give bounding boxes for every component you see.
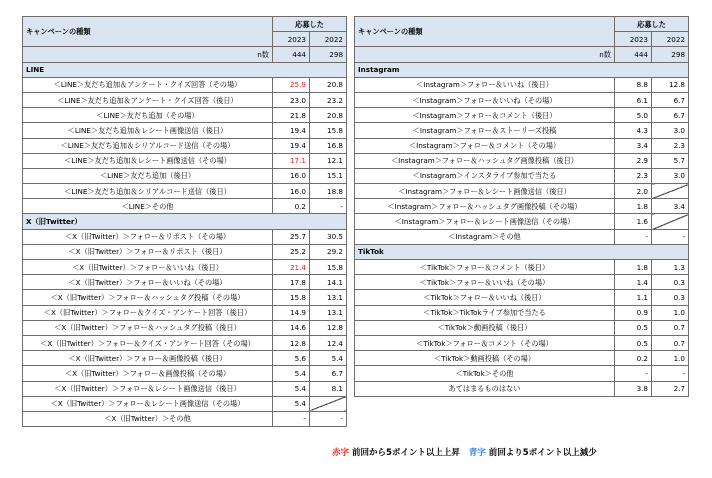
table-row [355,199,689,214]
table-row [355,184,689,199]
value-2023: 2.9 [615,153,652,168]
campaign-label: ＜Instagram＞フォロー＆いいね（その場） [355,92,615,107]
n-label: n数 [355,47,615,62]
value-2022: 29.2 [310,244,347,259]
table-row [355,153,689,168]
value-2023: 25.9 [273,77,310,92]
n-2022: 298 [652,47,689,62]
value-2023: 0.5 [615,320,652,335]
value-2023: - [273,411,310,426]
table-row [355,168,689,183]
value-2023: 5.0 [615,108,652,123]
section-title: Instagram [355,62,689,77]
value-2022: 0.7 [652,335,689,350]
value-2023: 6.1 [615,92,652,107]
campaign-label: ＜LINE＞その他 [23,199,273,214]
campaign-label: ＜LINE＞友だち追加＆アンケート・クイズ回答（その場） [23,77,273,92]
campaign-label: ＜LINE＞友だち追加＆レシート画像送信（後日） [23,123,273,138]
section-header-row [23,62,347,77]
value-2022: 6.7 [652,92,689,107]
campaign-label: あてはまるものはない [355,381,615,396]
table-row [355,305,689,320]
campaign-label: ＜X（旧Twitter）＞フォロー＆ハッシュタグ投稿（その場） [23,290,273,305]
campaign-label: ＜LINE＞友だち追加＆レシート画像送信（その場） [23,153,273,168]
value-2022: 16.8 [310,138,347,153]
table-row [23,275,347,290]
column-header-campaign-type: キャンペーンの種類 [355,17,615,47]
campaign-label: ＜Instagram＞フォロー＆コメント（後日） [355,108,615,123]
value-2023: 5.4 [273,396,310,411]
left-table [22,16,347,427]
value-2023: 4.3 [615,123,652,138]
value-2023: 16.0 [273,184,310,199]
value-2023: 2.0 [615,184,652,199]
value-2023: 0.2 [273,199,310,214]
table-row [23,305,347,320]
campaign-label: ＜LINE＞友だち追加（後日） [23,168,273,183]
value-2023: 5.4 [273,366,310,381]
table-row [23,168,347,183]
value-2022: 12.1 [310,153,347,168]
table-row [355,260,689,275]
table-row [355,229,689,244]
value-2022: 12.4 [310,335,347,350]
campaign-label: ＜LINE＞友だち追加＆シリアルコード送信（その場） [23,138,273,153]
campaign-label: ＜TikTok＞フォロー＆いいね（後日） [355,290,615,305]
value-2023: 25.2 [273,244,310,259]
value-2023: - [615,366,652,381]
legend-red-word: 赤字 [332,448,350,458]
table-row [23,138,347,153]
value-2022: 6.7 [310,366,347,381]
campaign-label: ＜X（旧Twitter）＞フォロー＆画像投稿（後日） [23,351,273,366]
table-row [355,275,689,290]
value-2023: 25.7 [273,229,310,244]
campaign-label: ＜Instagram＞フォロー＆ストーリーズ投稿 [355,123,615,138]
campaign-label: ＜LINE＞友だち追加（その場） [23,108,273,123]
table-row [23,381,347,396]
table-row [23,244,347,259]
value-2022: 3.4 [652,199,689,214]
table-row [355,290,689,305]
campaign-label: ＜X（旧Twitter）＞フォロー＆ハッシュタグ投稿（後日） [23,320,273,335]
value-2023: 2.3 [615,168,652,183]
table-row [355,138,689,153]
column-header-applied: 応募した [615,17,689,32]
value-2022: 3.0 [652,123,689,138]
section-title: X（旧Twitter） [23,214,347,229]
value-2022: 0.7 [652,320,689,335]
value-2023: 0.5 [615,335,652,350]
table-row [23,184,347,199]
value-2022: 30.5 [310,229,347,244]
value-2023: 0.9 [615,305,652,320]
value-2022: - [310,411,347,426]
value-2023: 1.1 [615,290,652,305]
value-2022: 1.0 [652,351,689,366]
campaign-label: ＜Instagram＞インスタライブ参加で当たる [355,168,615,183]
value-2022: 3.0 [652,168,689,183]
table-row [355,214,689,229]
value-2023: 1.6 [615,214,652,229]
value-2022: 0.3 [652,290,689,305]
table-row [23,229,347,244]
table-row [355,320,689,335]
n-2022: 298 [310,47,347,62]
value-2023: 17.8 [273,275,310,290]
section-title: LINE [23,62,347,77]
value-2022: 23.2 [310,92,347,107]
section-header-row [355,244,689,259]
campaign-label: ＜Instagram＞フォロー＆いいね（後日） [355,77,615,92]
section-title: TikTok [355,244,689,259]
campaign-label: ＜X（旧Twitter）＞フォロー＆いいね（その場） [23,275,273,290]
value-2022: 18.8 [310,184,347,199]
value-2022: 13.1 [310,305,347,320]
campaign-label: ＜X（旧Twitter）＞フォロー＆レシート画像送信（後日） [23,381,273,396]
column-header-applied: 応募した [273,17,347,32]
value-2023: 16.0 [273,168,310,183]
value-2023: 0.2 [615,351,652,366]
n-2023: 444 [273,47,310,62]
table-row [355,351,689,366]
value-2023: 8.8 [615,77,652,92]
table-row [23,199,347,214]
table-row [23,108,347,123]
column-header-2022: 2022 [310,32,347,47]
table-row [23,260,347,275]
campaign-label: ＜X（旧Twitter）＞フォロー＆クイズ・アンケート回答（後日） [23,305,273,320]
table-row [355,366,689,381]
campaign-label: ＜X（旧Twitter）＞フォロー＆レシート画像送信（その場） [23,396,273,411]
campaign-label: ＜X（旧Twitter）＞フォロー＆画像投稿（その場） [23,366,273,381]
value-2023: 5.4 [273,381,310,396]
table-row [355,335,689,350]
section-header-row [23,214,347,229]
campaign-label: ＜LINE＞友だち追加＆アンケート・クイズ回答（後日） [23,92,273,107]
value-2023: 19.4 [273,123,310,138]
value-2022: 13.1 [310,290,347,305]
value-2022: 6.7 [652,108,689,123]
campaign-label: ＜X（旧Twitter）＞フォロー＆リポスト（その場） [23,229,273,244]
table-row [355,77,689,92]
n-label: n数 [23,47,273,62]
value-2022: 12.8 [310,320,347,335]
campaign-label: ＜TikTok＞フォロー＆コメント（その場） [355,335,615,350]
value-2022: 12.8 [652,77,689,92]
campaign-label: ＜Instagram＞その他 [355,229,615,244]
table-row [23,77,347,92]
value-2023: 3.4 [615,138,652,153]
column-header-2022: 2022 [652,32,689,47]
column-header-2023: 2023 [615,32,652,47]
campaign-label: ＜TikTok＞フォロー＆いいね（その場） [355,275,615,290]
campaign-label: ＜TikTok＞その他 [355,366,615,381]
campaign-label: ＜TikTok＞フォロー＆コメント（後日） [355,260,615,275]
campaign-label: ＜X（旧Twitter）＞フォロー＆リポスト（後日） [23,244,273,259]
table-row [355,108,689,123]
value-2023: 1.4 [615,275,652,290]
column-header-2023: 2023 [273,32,310,47]
campaign-label: ＜Instagram＞フォロー＆コメント（その場） [355,138,615,153]
value-2022: 1.3 [652,260,689,275]
value-2023: 21.4 [273,260,310,275]
table-row [355,123,689,138]
value-2022: 2.7 [652,381,689,396]
campaign-label: ＜TikTok＞動画投稿（後日） [355,320,615,335]
campaign-label: ＜Instagram＞フォロー＆レシート画像送信（後日） [355,184,615,199]
table-row [23,320,347,335]
value-2023: 14.9 [273,305,310,320]
value-2022 [310,396,347,411]
table-row [23,290,347,305]
value-2023: 12.8 [273,335,310,350]
column-header-campaign-type: キャンペーンの種類 [23,17,273,47]
value-2023: 19.4 [273,138,310,153]
value-2022 [652,214,689,229]
value-2023: 21.8 [273,108,310,123]
campaign-label: ＜Instagram＞フォロー＆ハッシュタグ画像投稿（その場） [355,199,615,214]
campaign-label: ＜Instagram＞フォロー＆レシート画像送信（その場） [355,214,615,229]
value-2022: - [652,229,689,244]
section-header-row [355,62,689,77]
value-2022: 14.1 [310,275,347,290]
campaign-label: ＜X（旧Twitter）＞フォロー＆クイズ・アンケート回答（その場） [23,335,273,350]
table-row [23,396,347,411]
value-2022: 0.3 [652,275,689,290]
value-2022: - [310,199,347,214]
value-2022: 8.1 [310,381,347,396]
value-2022: - [652,366,689,381]
legend-blue-word: 青字 [468,448,486,458]
table-row [23,351,347,366]
value-2022: 20.8 [310,108,347,123]
value-2022: 5.4 [310,351,347,366]
value-2022: 15.8 [310,123,347,138]
value-2022: 20.8 [310,77,347,92]
left-table-body [23,62,347,427]
campaign-label: ＜Instagram＞フォロー＆ハッシュタグ画像投稿（後日） [355,153,615,168]
legend-blue-text: 前回より5ポイント以上減少 [488,448,597,458]
table-row [355,381,689,396]
value-2023: 3.8 [615,381,652,396]
n-2023: 444 [615,47,652,62]
value-2022: 15.1 [310,168,347,183]
value-2022: 15.8 [310,260,347,275]
table-row [23,366,347,381]
value-2022: 2.3 [652,138,689,153]
value-2022: 1.0 [652,305,689,320]
value-2023: 1.8 [615,199,652,214]
value-2023: 14.6 [273,320,310,335]
table-row [355,92,689,107]
campaign-label: ＜TikTok＞TikTokライブ参加で当たる [355,305,615,320]
value-2023: 1.8 [615,260,652,275]
legend [332,446,597,458]
value-2023: - [615,229,652,244]
table-row [23,92,347,107]
value-2023: 23.0 [273,92,310,107]
value-2023: 5.6 [273,351,310,366]
campaign-label: ＜X（旧Twitter）＞フォロー＆いいね（後日） [23,260,273,275]
table-row [23,123,347,138]
legend-red-text: 前回から5ポイント以上上昇 [351,448,460,458]
right-table [354,16,689,397]
campaign-label: ＜X（旧Twitter）＞その他 [23,411,273,426]
value-2023: 17.1 [273,153,310,168]
campaign-label: ＜LINE＞友だち追加＆シリアルコード送信（後日） [23,184,273,199]
campaign-label: ＜TikTok＞動画投稿（その場） [355,351,615,366]
table-row [23,153,347,168]
table-row [23,335,347,350]
value-2022 [652,184,689,199]
right-table-body [355,62,689,396]
value-2022: 5.7 [652,153,689,168]
value-2023: 15.8 [273,290,310,305]
table-row [23,411,347,426]
